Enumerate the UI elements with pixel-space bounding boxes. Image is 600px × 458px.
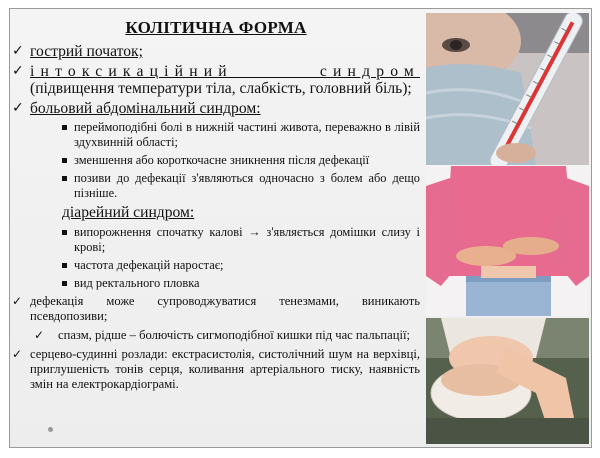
checkmark-icon: ✓: [12, 43, 24, 59]
slide-dot: [48, 427, 53, 432]
bullet-square-icon: [62, 263, 67, 268]
list-item-tenesmus: [12, 294, 420, 324]
sub-item-text: випорожнення спочатку калові → з'являється домішки слизу і крові;: [74, 225, 420, 254]
sub-item-text: вид ректального пловка: [74, 276, 200, 290]
bullet-square-icon: [62, 230, 67, 235]
checkmark-icon: ✓: [12, 63, 24, 79]
sub-item-text: зменшення або короткочасне зникнення після дефекації: [74, 153, 370, 167]
list-item-cardio: [12, 347, 420, 392]
item-text: дефекація може супроводжуватися тенезмами, виникають псевдопозиви;: [30, 294, 420, 323]
item-heading: больовий абдомінальний синдром:: [30, 100, 261, 117]
sub-item: [12, 225, 420, 255]
bullet-square-icon: [62, 158, 67, 163]
photo-child-potty-image: [426, 318, 589, 444]
item-heading: інтоксикаційний синдром: [30, 63, 420, 80]
photo-child-potty: [426, 318, 589, 444]
sub-item-text: переймоподібні болі в нижній частині живота, переважно в лівій здухвинній області;: [74, 120, 420, 149]
photo-thermometer-image: [426, 13, 589, 165]
photo-abdomen-image: [426, 166, 589, 316]
checkmark-icon: ✓: [12, 100, 24, 116]
photo-thermometer: [426, 13, 589, 165]
slide-title: КОЛІТИЧНА ФОРМА: [125, 18, 307, 37]
list-item-spasm: [12, 328, 420, 343]
photo-abdomen: [426, 166, 589, 316]
item-text: (підвищення: [30, 80, 115, 97]
item-text: серцево-судинні розлади: екстрасистолія, систолічний шум на верхівці, приглушеність тонів серця, коливання артеріального тиску, наявність змін на електрокардіограмі.: [30, 347, 420, 391]
checkmark-icon: ✓: [12, 347, 23, 361]
sub-item: [12, 120, 420, 150]
item-text: спазм, рідше – болючість сигмоподібної кишки під час пальпації;: [58, 328, 410, 342]
checkmark-icon: ✓: [12, 294, 23, 308]
subheading-diarrheal: діарейний синдром:: [62, 204, 195, 221]
checkmark-icon: ✓: [34, 328, 45, 342]
list-item-abdominal: [12, 100, 420, 117]
list-item-intoxication: [12, 63, 420, 97]
item-text: гострий початок;: [30, 43, 143, 60]
list-item-acute: [12, 43, 420, 60]
sub-item-text: позиви до дефекації з'являються одночасно з болем або дещо пізніше.: [74, 171, 420, 200]
sub-item: [12, 258, 420, 273]
item-text: температури тіла, слабкість, головний біль);: [118, 80, 412, 97]
sub-item-text: частота дефекацій наростає;: [74, 258, 224, 272]
sub-item: [12, 276, 420, 291]
bullet-square-icon: [62, 281, 67, 286]
sub-item: [12, 171, 420, 201]
bullet-square-icon: [62, 125, 67, 130]
bullet-square-icon: [62, 176, 67, 181]
text-column: [12, 18, 420, 396]
sub-item: [12, 153, 420, 168]
